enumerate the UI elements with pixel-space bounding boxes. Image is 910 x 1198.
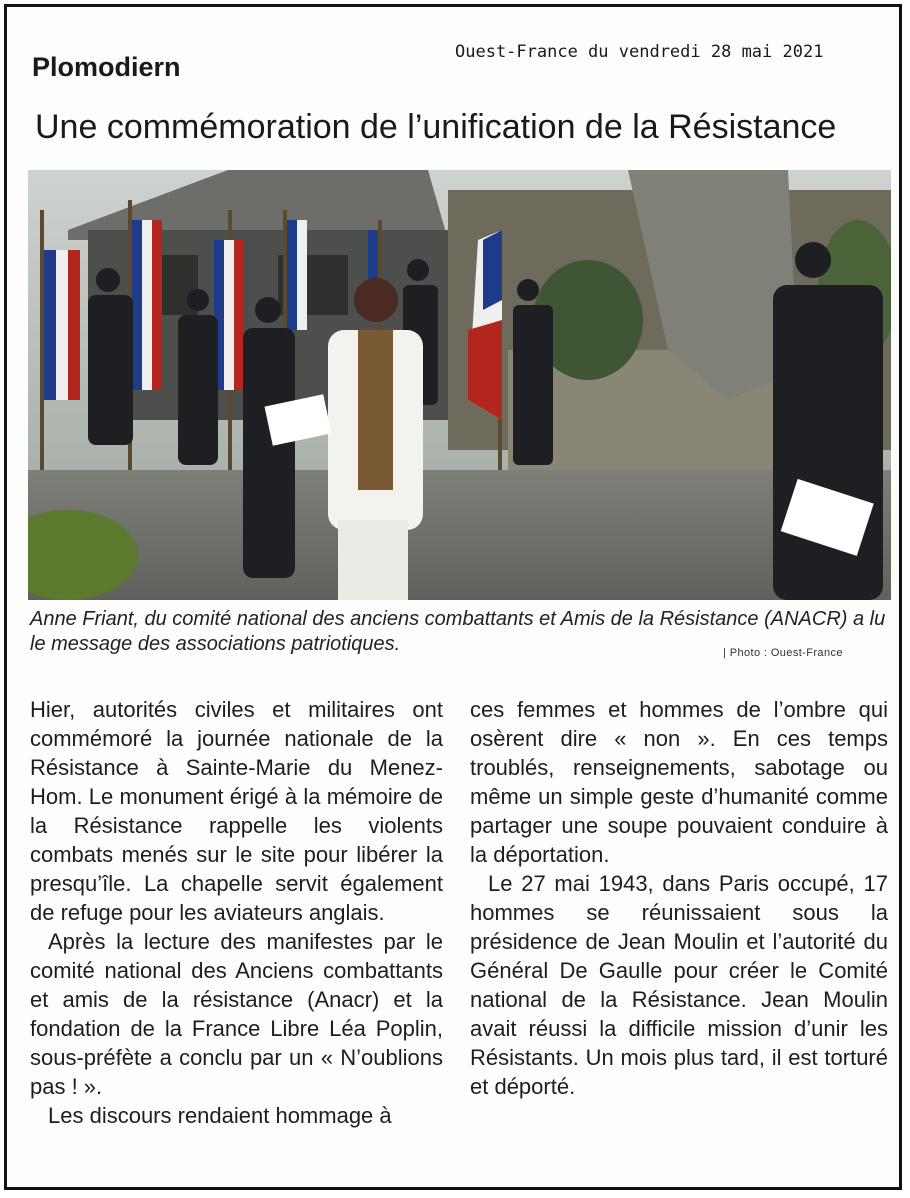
article-paragraph: Le 27 mai 1943, dans Paris occupé, 17 hommes se réunissaient sous la présidence de Jean Moulin et l’autorité du Général De Gaulle pour créer le Comité national de la Résistance. Jean Moulin avait réussi la difficile mission d’unir les Résistants. Un mois plus tard, il est torturé et déporté. <box>470 871 888 1099</box>
article-paragraph: Les discours rendaient hommage à <box>48 1103 392 1128</box>
article-paragraph: Après la lecture des manifestes par le comité national des Anciens combattants et amis de la résistance (Anacr) et la fondation de la France Libre Léa Poplin, sous-préfète a conclu par un « N’oublions pas ! ». <box>30 929 443 1099</box>
headline: Une commémoration de l’unification de la Résistance <box>35 108 837 146</box>
photo-credit: | Photo : Ouest-France <box>723 647 843 659</box>
source-line: Ouest-France du vendredi 28 mai 2021 <box>455 42 824 62</box>
ceremony-photo <box>28 170 891 600</box>
article-column-1 <box>30 695 443 1130</box>
article-paragraph: ces femmes et hommes de l’ombre qui osèrent dire « non ». En ces temps troublés, renseignements, sabotage ou même un simple geste d’humanité comme partager une soupe pouvaient conduire à la déportation. <box>470 697 888 867</box>
article-paragraph: Hier, autorités civiles et militaires ont commémoré la journée nationale de la Résistance à Sainte-Marie du Menez-Hom. Le monument érigé à la mémoire de la Résistance rappelle les violents combats menés sur le site pour libérer la presqu’île. La chapelle servit également de refuge pour les aviateurs anglais. <box>30 697 443 925</box>
photo-caption: Anne Friant, du comité national des anciens combattants et Amis de la Résistance (ANACR) a lu le message des associations patriotiques. <box>30 608 886 655</box>
location-label: Plomodiern <box>32 52 181 82</box>
article-column-2 <box>470 695 888 1101</box>
